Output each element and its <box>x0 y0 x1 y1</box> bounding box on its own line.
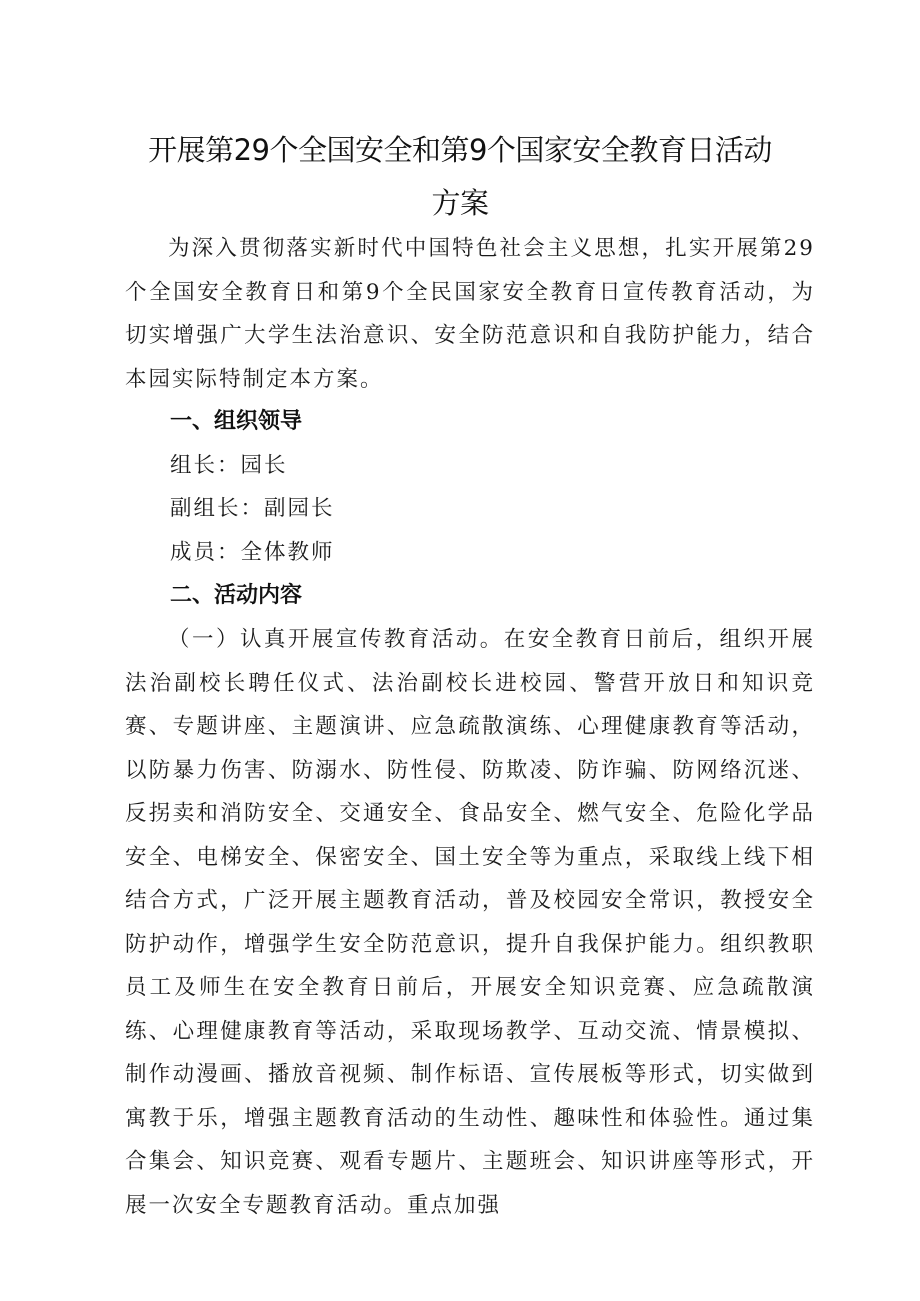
document-title-line1: 开展第29个全国安全和第9个国家安全教育日活动 <box>148 133 772 167</box>
leader-line: 组长：园长 <box>170 453 288 478</box>
document-title-line2: 方案 <box>431 186 489 220</box>
activity-paragraph: （一）认真开展宣传教育活动。在安全教育日前后，组织开展法治副校长聘任仪式、法治副校长进校园、警营开放日和知识竞赛、专题讲座、主题演讲、应急疏散演练、心理健康教育等活动，以防暴力伤害、防溺水、防性侵、防欺凌、防诈骗、防网络沉迷、反拐卖和消防安全、交通安全、食品安全、燃气安全、危险化学品安全、电梯安全、保密安全、国土安全等为重点，采取线上线下相结合方式，广泛开展主题教育活动，普及校园安全常识，教授安全防护动作，增强学生安全防范意识，提升自我保护能力。组织教职员工及师生在安全教育日前后，开展安全知识竞赛、应急疏散演练、心理健康教育等活动，采取现场教学、互动交流、情景模拟、制作动漫画、播放音视频、制作标语、宣传展板等形式，切实做到寓教于乐，增强主题教育活动的生动性、趣味性和体验性。通过集合集会、知识竞赛、观看专题片、主题班会、知识讲座等形式，开展一次安全专题教育活动。重点加强 <box>125 627 815 1218</box>
members-line: 成员：全体教师 <box>170 540 335 565</box>
section2-heading: 二、活动内容 <box>170 583 303 608</box>
section1-heading: 一、组织领导 <box>170 409 303 434</box>
deputy-leader-line: 副组长：副园长 <box>170 496 335 521</box>
intro-paragraph: 为深入贯彻落实新时代中国特色社会主义思想，扎实开展第29个全国安全教育日和第9个全民国家安全教育日宣传教育活动，为切实增强广大学生法治意识、安全防范意识和自我防护能力，结合本园实际特制定本方案。 <box>125 236 815 392</box>
